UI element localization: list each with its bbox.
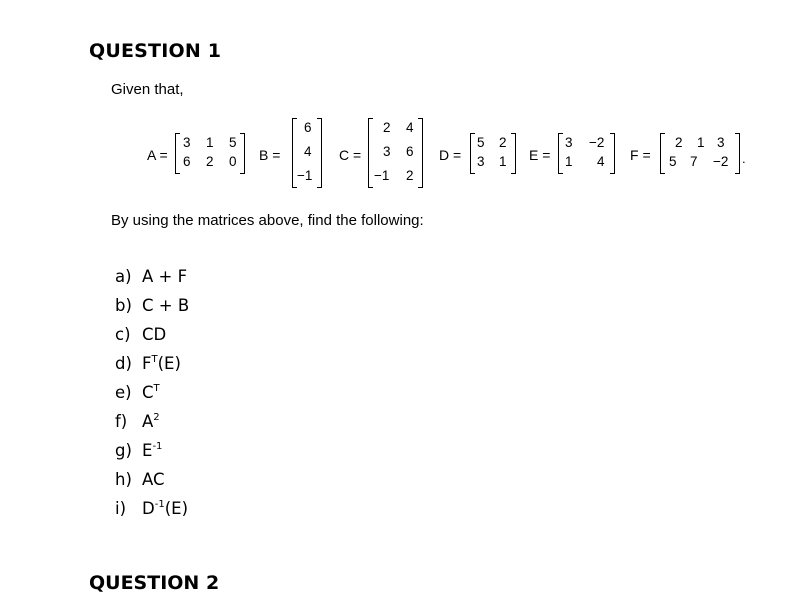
matrix-a <box>175 133 245 174</box>
item-letter: f) <box>115 412 128 431</box>
list-item <box>115 465 189 494</box>
list-item <box>115 349 189 378</box>
item-superscript: -1 <box>152 441 163 452</box>
item-text: AC <box>142 470 165 489</box>
item-superscript: T <box>153 383 160 394</box>
item-letter: d) <box>115 354 132 373</box>
matrix-cell: 3 <box>565 135 573 150</box>
list-item <box>115 291 189 320</box>
question-list <box>115 262 189 523</box>
matrix-cell: 3 <box>717 135 725 150</box>
matrix-cell: 6 <box>183 154 191 169</box>
matrix-e <box>558 133 615 174</box>
item-letter: i) <box>115 499 127 518</box>
matrix-f-label: F = <box>630 147 651 163</box>
item-letter: b) <box>115 296 132 315</box>
matrix-f <box>660 133 740 174</box>
item-text: C <box>142 383 154 402</box>
matrix-b-label: B = <box>259 147 281 163</box>
item-text: CD <box>142 325 167 344</box>
matrix-cell: 6 <box>406 144 414 159</box>
item-superscript: 2 <box>153 412 160 423</box>
item-text: C + B <box>142 296 190 315</box>
question-1-heading: QUESTION 1 <box>89 40 222 62</box>
matrix-cell: −2 <box>713 154 729 169</box>
matrix-cell: 2 <box>675 135 683 150</box>
item-text: A <box>142 412 154 431</box>
item-suffix: (E) <box>164 499 189 518</box>
instruction-text: By using the matrices above, find the following: <box>111 212 424 229</box>
matrix-cell: 3 <box>383 144 391 159</box>
matrix-c <box>368 118 423 188</box>
matrix-cell: 1 <box>565 154 573 169</box>
matrix-cell: 2 <box>383 120 391 135</box>
item-letter: g) <box>115 441 132 460</box>
matrix-cell: 5 <box>229 135 237 150</box>
item-text: D <box>142 499 155 518</box>
matrix-cell: 4 <box>304 144 312 159</box>
matrix-cell: 7 <box>690 154 698 169</box>
matrix-cell: 0 <box>229 154 237 169</box>
list-item <box>115 494 189 523</box>
item-letter: c) <box>115 325 131 344</box>
matrix-cell: −1 <box>374 168 390 183</box>
matrix-cell: 1 <box>499 154 507 169</box>
matrix-e-label: E = <box>529 147 551 163</box>
item-letter: e) <box>115 383 132 402</box>
item-letter: h) <box>115 470 132 489</box>
item-superscript: T <box>151 354 158 365</box>
question-2-heading: QUESTION 2 <box>89 572 220 594</box>
list-item <box>115 436 189 465</box>
matrix-cell: 2 <box>206 154 214 169</box>
item-text: F <box>142 354 152 373</box>
matrix-c-label: C = <box>339 147 362 163</box>
matrix-cell: −1 <box>297 168 313 183</box>
item-text: E <box>142 441 153 460</box>
list-item <box>115 378 189 407</box>
matrix-b <box>292 118 322 188</box>
matrix-cell: −2 <box>589 135 605 150</box>
matrix-cell: 3 <box>183 135 191 150</box>
matrix-cell: 1 <box>697 135 705 150</box>
list-item <box>115 320 189 349</box>
item-text: A + F <box>142 267 188 286</box>
matrix-d <box>470 133 516 174</box>
matrix-cell: 3 <box>477 154 485 169</box>
matrix-cell: 2 <box>499 135 507 150</box>
item-letter: a) <box>115 267 132 286</box>
matrix-cell: 2 <box>406 168 414 183</box>
intro-text: Given that, <box>111 81 184 98</box>
matrix-trailing-period: . <box>742 151 746 166</box>
item-suffix: (E) <box>157 354 181 373</box>
list-item <box>115 262 189 291</box>
item-superscript: -1 <box>154 499 165 510</box>
matrix-cell: 5 <box>669 154 677 169</box>
matrix-a-label: A = <box>147 147 168 163</box>
list-item <box>115 407 189 436</box>
matrix-d-label: D = <box>439 147 462 163</box>
matrix-cell: 6 <box>304 120 312 135</box>
matrix-cell: 4 <box>597 154 605 169</box>
matrix-cell: 5 <box>477 135 485 150</box>
matrix-cell: 1 <box>206 135 214 150</box>
matrix-cell: 4 <box>406 120 414 135</box>
